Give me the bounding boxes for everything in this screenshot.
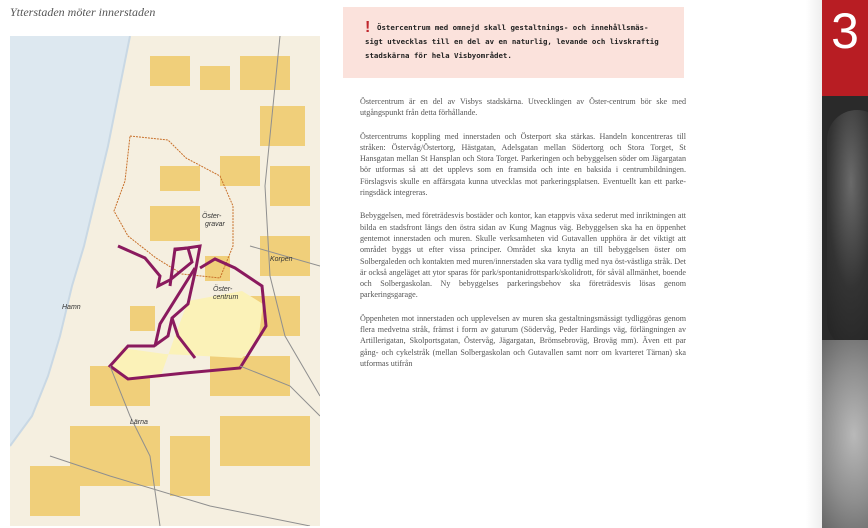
body-text [360,96,686,381]
map-label-oster-centrum: Öster-centrum [213,286,239,301]
exclamation-icon: ! [365,19,371,36]
city-map [10,36,320,526]
map-graphic [10,36,320,526]
callout-box [343,7,684,78]
paragraph: Östercentrums koppling med innerstaden och Österport ska stärkas. Handeln koncentreras till stråken: Östervåg/Östertorg, Hästgatan, Adelsgatan mellan Södertorg och Stora Torget, St Hansgatan mellan St Hansplan och Stora Torget. Parkeringen och bebyggelsen söder om Jägargatan bör utformas så att det upplevs som en framsida och inte en baksida i centrumbildningen. Förslagsvis skulle en affärsgata kunna utvecklas mot parkeringsplatsen. Eventuellt kan ett parke-ringsdäck integreras. [360,131,686,198]
callout-text: Östercentrum med omnejd skall gestaltnings- och innehållsmäs-sigt utvecklas till en del av en naturlig, levande och livskraftig stadskärna för hela Visbyområdet. [365,23,659,60]
side-photo-lower [822,340,868,528]
side-photo [827,110,868,350]
map-label-korpen: Korpen [270,256,293,263]
chapter-number: 3 [831,3,859,59]
page-spine [806,0,822,528]
paragraph: Öppenheten mot innerstaden och upplevelsen av muren ska gestaltningsmässigt tydliggöras genom flera medvetna stråk, främst i form av gaturum (Södervåg, Peder Hardings väg, förlängningen av Artillerigatan, Skolportsgatan, Östervåg, Jägargatan, Brömsebroväg, Broväg mm). Även ett par gång- och cykelstråk (mellan Solbergaskolan och Gutavallen samt norr om kvarteret Tärnan) ska utformas utifrån [360,313,686,368]
paragraph: Bebyggelsen, med företrädesvis bostäder och kontor, kan etappvis växa sederut med inriktningen att bilda en stadsfront längs den östra sidan av Kung Magnus väg. Bebyggelsen ska ha en öppenhet gentemot innerstaden och muren. Skulle verksamheten vid Gutavallen upphöra är det viktigt att området byggs ut efter vissa principer. Området ska knyta an till bebyggelsen öster om Solbergaleden och kontakten med muren/innerstaden ska vara tydlig med nya öst-västliga stråk. Det är också angeläget att ytor sparas för park/spontanidrottspark/skolidrott, för såväl allmänhet, boende och Solbergaskolan. Ny bebyggelses parkeringsbehov ska företrädesvis lösas genom parkeringsgarage. [360,211,686,300]
map-caption: Ytterstaden möter innerstaden [10,5,156,19]
paragraph: Östercentrum är en del av Visbys stadskärna. Utvecklingen av Öster-centrum bör ske med utgångspunkt från detta förhållande. [360,97,686,118]
map-label-lanna: Lärna [130,419,148,426]
chapter-tab [822,0,868,528]
map-label-hamn: Hamn [62,304,81,311]
map-label-oster-gravar: Öster-gravar [202,213,225,228]
